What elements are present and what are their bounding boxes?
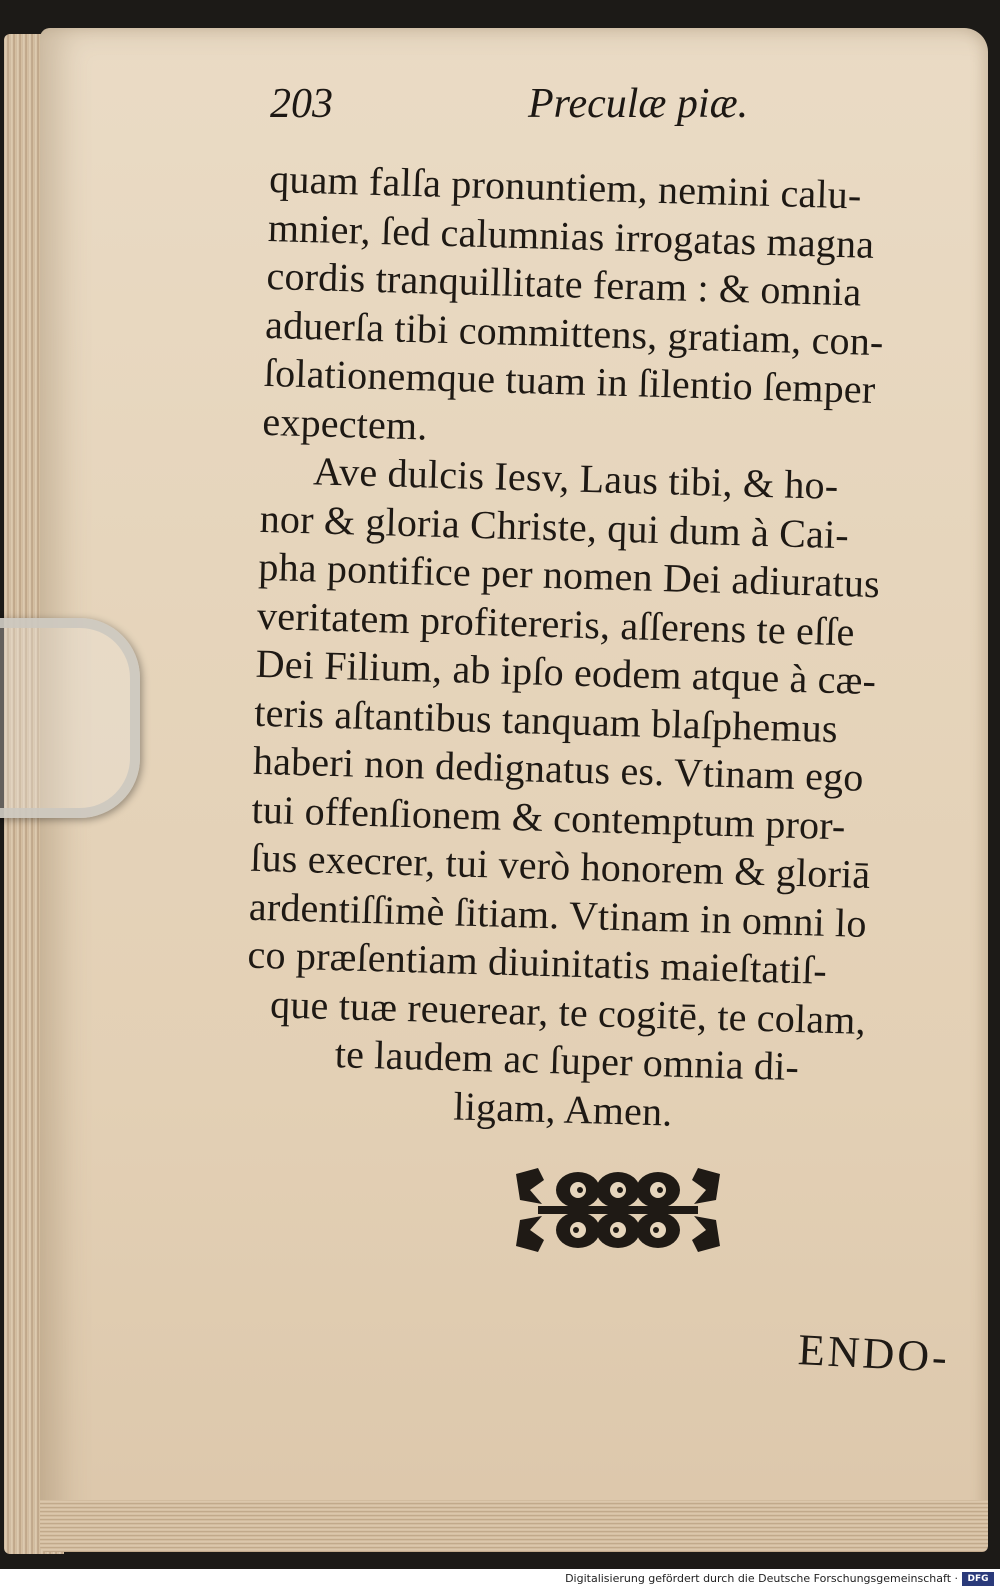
text-line: co præſentiam diuinitatis maieſtatiſ- xyxy=(247,931,828,993)
printer-ornament xyxy=(508,1160,728,1260)
text-line: tui offenſionem & contemptum pror- xyxy=(251,786,847,848)
text-line: quam falſa pronuntiem, nemini calu- xyxy=(268,155,863,218)
text-line: haberi non dedignatus es. Vtinam ego xyxy=(252,737,865,800)
text-line: mnier, ſed calumnias irrogatas magna xyxy=(267,204,875,267)
catchword: ENDO- xyxy=(796,1325,952,1382)
running-title: Preculæ piæ. xyxy=(528,81,749,127)
text-line: cordis tranquillitate feram : & omnia xyxy=(266,252,863,315)
text-line: ardentiſſimè ſitiam. Vtinam in omni lo xyxy=(248,883,868,946)
digitization-credit: Digitalisierung gefördert durch die Deutsche Forschungsgemeinschaft · xyxy=(565,1572,958,1585)
text-line: ſolationemque tuam in ſilentio ſemper xyxy=(263,349,877,412)
body-text xyxy=(243,155,970,1144)
text-line: aduerſa tibi committens, gratiam, con- xyxy=(264,301,885,364)
text-line: te laudem ac ſuper omnia di- xyxy=(334,1031,800,1090)
text-line: ligam, Amen. xyxy=(452,1083,674,1135)
text-line: que tuæ reuerear, te cogitē, te colam, xyxy=(269,980,867,1043)
page-number: 203 xyxy=(270,81,333,127)
page-header xyxy=(270,80,870,140)
text-line: pha pontifice per nomen Dei adiuratus xyxy=(257,543,881,607)
text-line: veritatem profitereris, aſſerens te eſſe xyxy=(256,592,856,655)
text-line: expectem. xyxy=(261,398,429,448)
footer-bar xyxy=(0,1569,1000,1591)
text-line: nor & gloria Christe, qui dum à Cai- xyxy=(259,495,850,557)
dfg-logo: DFG xyxy=(962,1572,994,1586)
text-line: Ave dulcis Iesv, Laus tibi, & ho- xyxy=(312,448,840,508)
text-line: ſus execrer, tui verò honorem & gloriā xyxy=(249,834,872,898)
text-line: Dei Filium, ab ipſo eodem atque à cæ- xyxy=(255,640,877,704)
page-edges-bottom xyxy=(40,1500,988,1552)
book-clasp xyxy=(0,618,140,818)
text-line: teris aſtantibus tanquam blaſphemus xyxy=(253,689,839,751)
